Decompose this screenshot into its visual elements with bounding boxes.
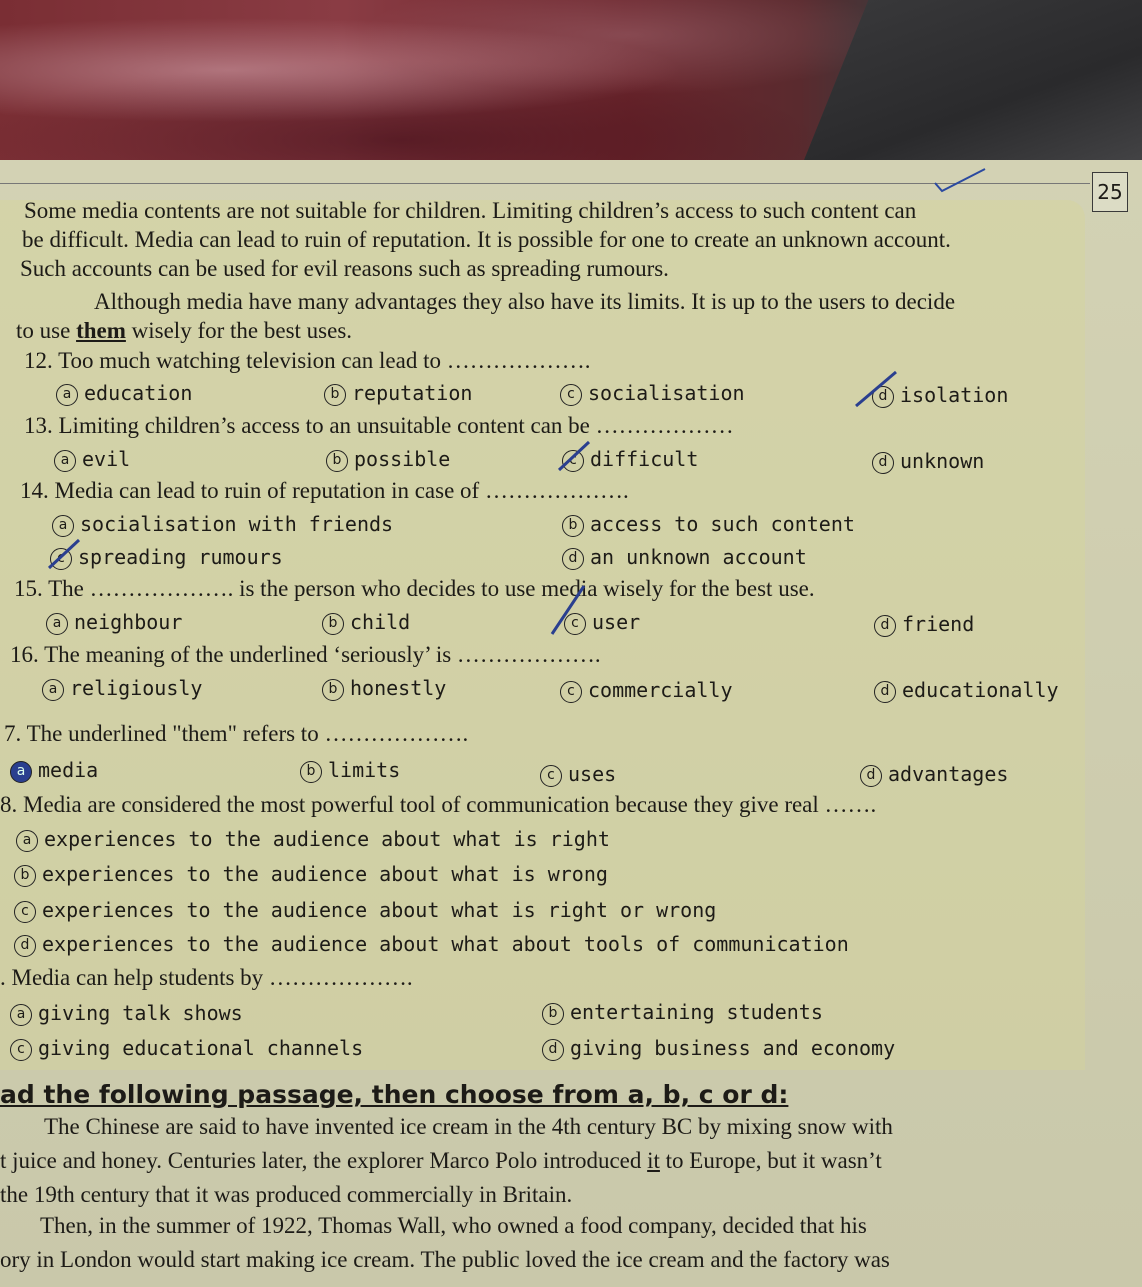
question-15-option-b[interactable]: b child: [322, 610, 410, 635]
question-14-option-d[interactable]: d an unknown account: [562, 545, 807, 570]
question-13-option-a[interactable]: a evil: [54, 447, 130, 472]
passage-line-3: Such accounts can be used for evil reasons such as spreading rumours.: [20, 256, 669, 281]
question-19-stem: . Media can help students by ……………….: [0, 965, 413, 990]
passage2-line-1: The Chinese are said to have invented ice cream in the 4th century BC by mixing snow with: [44, 1114, 893, 1139]
passage2-line-2: t juice and honey. Centuries later, the explorer Marco Polo introduced it to Europe, but it wasn’t: [0, 1148, 882, 1173]
underlined-it: it: [647, 1148, 660, 1173]
question-17-option-c[interactable]: c uses: [540, 762, 616, 787]
question-17-option-b[interactable]: b limits: [300, 758, 400, 783]
question-19-option-d[interactable]: d giving business and economy: [542, 1036, 895, 1061]
passage-line-2: be difficult. Media can lead to ruin of reputation. It is possible for one to create an unknown account.: [22, 227, 951, 252]
top-rule: [0, 183, 1090, 184]
answer-mark-icon: [852, 368, 902, 410]
question-18-option-a[interactable]: a experiences to the audience about what is right: [16, 827, 610, 852]
question-18-stem: 8. Media are considered the most powerful tool of communication because they give real …….: [0, 792, 877, 817]
question-16-option-a[interactable]: a religiously: [42, 676, 202, 701]
page-number: 25: [1092, 172, 1128, 212]
question-13-option-c[interactable]: c difficult: [562, 447, 698, 472]
passage-line-4: Although media have many advantages they also have its limits. It is up to the users to decide: [94, 289, 956, 314]
question-16-option-d[interactable]: d educationally: [874, 678, 1059, 703]
question-18-option-d[interactable]: d experiences to the audience about what about tools of communication: [14, 932, 849, 957]
passage2-line-4: Then, in the summer of 1922, Thomas Wall, who owned a food company, decided that his: [40, 1213, 867, 1238]
answer-mark-icon: [555, 438, 595, 474]
question-18-option-c[interactable]: c experiences to the audience about what is right or wrong: [14, 898, 716, 923]
question-17-option-a[interactable]: a media: [10, 758, 98, 783]
question-13-option-b[interactable]: b possible: [326, 447, 450, 472]
question-14-option-a[interactable]: a socialisation with friends: [52, 512, 393, 537]
passage-line-1: Some media contents are not suitable for children. Limiting children’s access to such content can: [24, 198, 917, 223]
check-mark-icon: [930, 165, 990, 195]
question-15-option-c[interactable]: c user: [564, 610, 640, 635]
question-15-option-a[interactable]: a neighbour: [46, 610, 182, 635]
question-14-option-b[interactable]: b access to such content: [562, 512, 855, 537]
question-12-option-c[interactable]: c socialisation: [560, 381, 745, 406]
question-15-stem: 15. The ………………. is the person who decides to use media wisely for the best use.: [14, 576, 815, 601]
answer-mark-icon: [548, 582, 588, 638]
answer-mark-icon: [45, 536, 85, 572]
section-heading: ad the following passage, then choose from a, b, c or d:: [0, 1080, 789, 1109]
question-16-stem: 16. The meaning of the underlined ‘seriously’ is ……………….: [10, 642, 601, 667]
question-12-stem: 12. Too much watching television can lead to ……………….: [24, 348, 591, 373]
question-18-option-b[interactable]: b experiences to the audience about what is wrong: [14, 862, 608, 887]
question-13-stem: 13. Limiting children’s access to an unsuitable content can be ………………: [24, 413, 734, 438]
question-19-option-b[interactable]: b entertaining students: [542, 1000, 823, 1025]
question-13-option-d[interactable]: d unknown: [872, 449, 984, 474]
question-12-option-b[interactable]: b reputation: [324, 381, 472, 406]
question-12-option-a[interactable]: a education: [56, 381, 192, 406]
passage-line-5: to use them wisely for the best uses.: [16, 318, 353, 343]
question-12-option-d[interactable]: d isolation: [872, 383, 1008, 408]
underlined-them: them: [76, 318, 126, 343]
question-15-option-d[interactable]: d friend: [874, 612, 974, 637]
question-17-option-d[interactable]: d advantages: [860, 762, 1008, 787]
question-19-option-a[interactable]: a giving talk shows: [10, 1001, 243, 1026]
question-19-option-c[interactable]: c giving educational channels: [10, 1036, 363, 1061]
question-17-stem: 7. The underlined "them" refers to ……………….: [4, 721, 469, 746]
passage2-line-5: ory in London would start making ice cream. The public loved the ice cream and the factory was: [0, 1247, 890, 1272]
passage2-line-3: the 19th century that it was produced commercially in Britain.: [0, 1182, 573, 1207]
question-14-option-c[interactable]: c spreading rumours: [50, 545, 283, 570]
question-16-option-b[interactable]: b honestly: [322, 676, 446, 701]
question-16-option-c[interactable]: c commercially: [560, 678, 733, 703]
question-14-stem: 14. Media can lead to ruin of reputation in case of ……………….: [20, 478, 629, 503]
